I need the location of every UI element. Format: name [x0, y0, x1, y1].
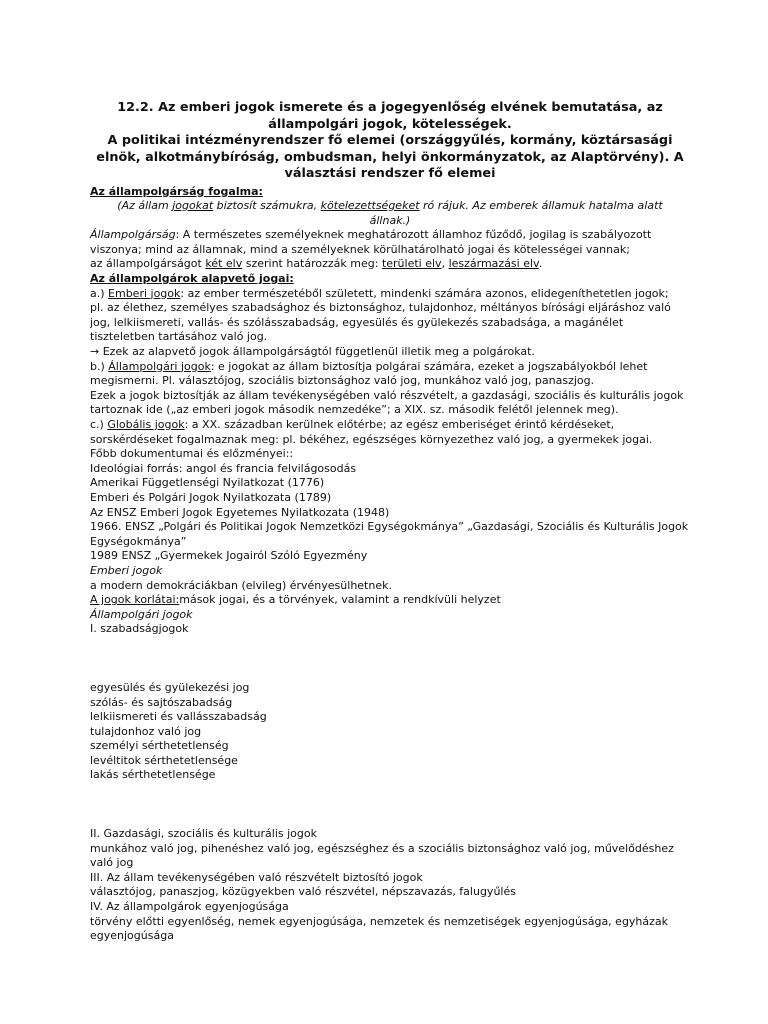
text: : a XX. században kerülnek előtérbe; az egész emberiséget érintő kérdéseket, sorskérdéseket fogalmaznak meg: pl. békéhez, egészséges környezethez való jog, a gyermekek jogai.: [90, 418, 653, 446]
spacer: [90, 637, 690, 681]
list-item: személyi sérthetetlenség: [90, 739, 229, 753]
group-1-heading: I. szabadságjogok: [90, 622, 189, 636]
list-item: tulajdonhoz való jog: [90, 724, 202, 738]
freedoms-list: [90, 681, 690, 783]
title-line-1: 12.2. Az emberi jogok ismerete és a jogegyenlőség elvének bemutatása, az állampolgári jogok, kötelességek.: [117, 100, 663, 132]
limits-label: A jogok korlátai:: [90, 593, 180, 607]
limits-text: mások jogai, és a törvények, valamint a rendkívüli helyzet: [179, 593, 501, 607]
group-2-text: munkához való jog, pihenéshez való jog, egészséghez és a szociális biztonsághoz való jog, művelődéshez való jog: [90, 841, 674, 870]
list-item: egyesülés és gyülekezési jog: [90, 680, 250, 694]
group-3-heading: III. Az állam tevékenységében való részvételt biztosító jogok: [90, 870, 423, 884]
item-b: [90, 360, 690, 389]
list-item: Az ENSZ Emberi Jogok Egyetemes Nyilatkozata (1948): [90, 505, 390, 519]
citizenship-principles: [90, 257, 690, 272]
text: az állampolgárságot: [90, 257, 206, 271]
group-3-text: választójog, panaszjog, közügyekben való részvétel, népszavazás, falugyűlés: [90, 885, 516, 899]
human-rights-text: a modern demokráciákban (elvileg) érvényesülhetnek.: [90, 578, 392, 592]
descent-principle: leszármazási elv: [448, 257, 539, 271]
item-a: [90, 287, 690, 302]
term-citizenship: Állampolgárság: [90, 228, 176, 242]
group-2-heading: II. Gazdasági, szociális és kulturális jogok: [90, 827, 317, 841]
list-item: 1989 ENSZ „Gyermekek Jogairól Szóló Egyezmény: [90, 549, 368, 563]
def-text: ró rájuk. Az emberek államuk hatalma alatt állnak.): [369, 199, 663, 227]
prefix: a.): [90, 286, 109, 300]
docs-heading: Főbb dokumentumai és előzményei::: [90, 447, 294, 461]
item-c: [90, 418, 690, 447]
two-principles: két elv: [205, 257, 243, 271]
list-item: szólás- és sajtószabadság: [90, 695, 233, 709]
text: szerint határozzák meg:: [242, 257, 382, 271]
def-text: biztosít számukra,: [213, 199, 321, 213]
item-a-examples: pl. az élethez, személyes szabadsághoz és biztonsághoz, tulajdonhoz, méltányos bírósági eljáráshoz való jog, lelkiismereti, vallás- és szólásszabadság, egyesülés és gyülekezés szabadsága, a magánélet tiszteletben tartásához való jog.: [90, 301, 671, 344]
list-item: 1966. ENSZ „Polgári és Politikai Jogok Nemzetközi Egységokmánya” „Gazdasági, Szociális és Kulturális Jogok Egységokmánya”: [90, 520, 689, 548]
human-rights-label: Emberi jogok: [90, 563, 163, 577]
prefix: c.): [90, 418, 108, 431]
list-item: lelkiismereti és vallásszabadság: [90, 710, 267, 724]
term-civic-rights: Állampolgári jogok: [108, 359, 211, 373]
term-global-rights: Globális jogok: [107, 418, 185, 431]
limits-line: [90, 593, 690, 608]
paragraph-text: : A természetes személyeknek meghatározott államhoz fűződő, jogilag is szabályozott viszonya; mind az államnak, mind a személyeknek körülhatárolható jogai és kötelességei vannak;: [90, 228, 652, 256]
item-b-more: Ezek a jogok biztosítják az állam tevékenységében való részvételt, a gazdasági, szociális és kulturális jogok tartoznak ide („az emberi jogok második nemzedéke”; a XIX. sz. második felétől jelennek meg).: [90, 388, 684, 417]
list-item: Amerikai Függetlenségi Nyilatkozat (1776): [90, 476, 325, 490]
text: .: [538, 257, 543, 271]
docs-list: [90, 462, 690, 564]
list-item: Ideológiai forrás: angol és francia felvilágosodás: [90, 461, 357, 475]
section-heading-basic-rights: Az állampolgárok alapvető jogai:: [90, 272, 294, 286]
citizenship-definition: [90, 199, 690, 228]
term-human-rights: Emberi jogok: [108, 286, 181, 300]
spacer: [90, 783, 690, 827]
territorial-principle: területi elv: [381, 257, 442, 271]
def-obligations: kötelezettségeket: [320, 199, 420, 213]
list-item: lakás sérthetetlensége: [90, 768, 216, 782]
list-item: Emberi és Polgári Jogok Nyilatkozata (1789): [90, 490, 332, 504]
text: ,: [441, 257, 449, 271]
list-item: levéltitok sérthetetlensége: [90, 753, 238, 767]
civic-rights-label: Állampolgári jogok: [90, 607, 193, 621]
item-a-arrow: → Ezek az alapvető jogok állampolgárságtól függetlenül illetik meg a polgárokat.: [90, 345, 535, 359]
def-rights: jogokat: [172, 199, 214, 213]
group-4-text: törvény előtti egyenlőség, nemek egyenjogúsága, nemzetek és nemzetiségek egyenjogúsága, egyházak egyenjogúsága: [90, 914, 669, 943]
text: : e jogokat az állam biztosítja polgárai számára, ezeket a jogszabályokból lehet megismerni. Pl. választójog, szociális biztonsághoz való jog, munkához való jog, panaszjog.: [90, 359, 648, 388]
prefix: b.): [90, 359, 109, 373]
section-heading-citizenship: Az állampolgárság fogalma:: [90, 184, 263, 198]
text: : az ember természetéből született, mindenki számára azonos, elidegeníthetetlen jogok;: [180, 286, 669, 300]
document-page: [90, 100, 690, 944]
title-line-2: A politikai intézményrendszer fő elemei (országgyűlés, kormány, köztársasági elnök, alkotmánybíróság, ombudsman, helyi önkormányzatok, az Alaptörvény). A választási rendszer fő elemei: [96, 133, 684, 181]
citizenship-paragraph: [90, 228, 690, 257]
document-title: [90, 100, 690, 183]
def-text: (Az állam: [117, 199, 173, 213]
group-4-heading: IV. Az állampolgárok egyenjogúsága: [90, 900, 289, 914]
